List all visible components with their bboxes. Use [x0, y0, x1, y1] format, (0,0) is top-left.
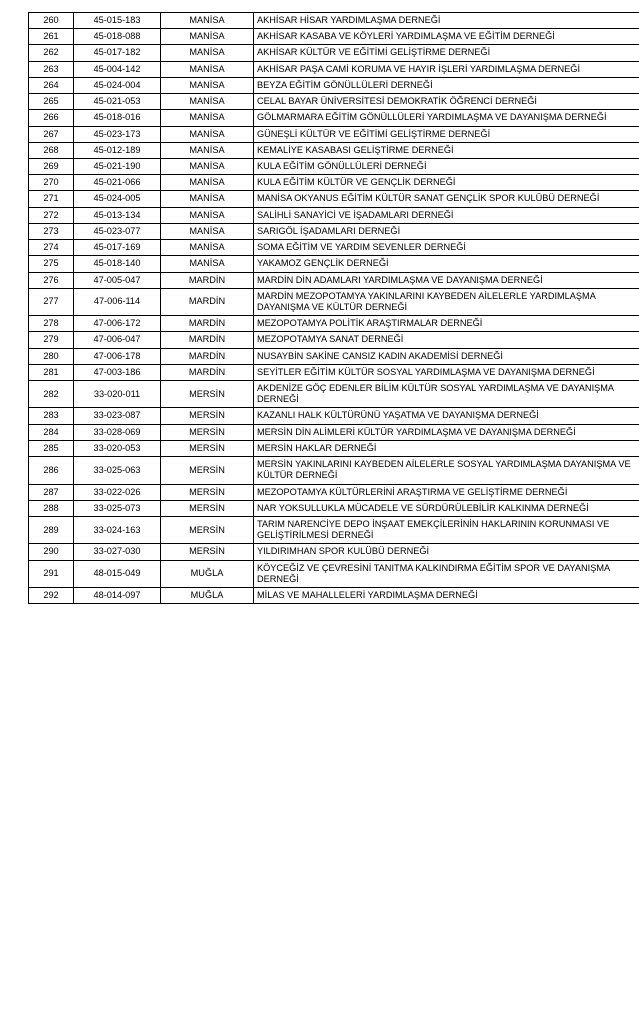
row-code: 47-006-178 — [74, 348, 161, 364]
row-code: 45-018-016 — [74, 110, 161, 126]
table-row — [29, 288, 639, 315]
row-name: AKHİSAR KÜLTÜR VE EĞİTİMİ GELİŞTİRME DERNEĞİ — [254, 45, 639, 61]
registry-table-body — [29, 13, 639, 604]
table-row — [29, 94, 639, 110]
table-row — [29, 316, 639, 332]
row-name: MEZOPOTAMYA KÜLTÜRLERİNİ ARAŞTIRMA VE GELİŞTİRME DERNEĞİ — [254, 484, 639, 500]
row-code: 33-025-073 — [74, 500, 161, 516]
table-row — [29, 191, 639, 207]
row-city: MANİSA — [161, 191, 254, 207]
row-number: 286 — [29, 457, 74, 484]
row-code: 45-017-169 — [74, 240, 161, 256]
row-city: MANİSA — [161, 126, 254, 142]
row-city: MANİSA — [161, 142, 254, 158]
row-number: 291 — [29, 560, 74, 587]
row-city: MARDİN — [161, 348, 254, 364]
row-code: 45-018-088 — [74, 29, 161, 45]
table-row — [29, 272, 639, 288]
row-code: 48-015-049 — [74, 560, 161, 587]
row-code: 45-017-182 — [74, 45, 161, 61]
row-code: 45-004-142 — [74, 61, 161, 77]
row-name: YILDIRIMHAN SPOR KULÜBÜ DERNEĞİ — [254, 544, 639, 560]
table-row — [29, 13, 639, 29]
row-code: 33-028-069 — [74, 424, 161, 440]
row-city: MANİSA — [161, 61, 254, 77]
row-code: 45-024-005 — [74, 191, 161, 207]
row-city: MUĞLA — [161, 560, 254, 587]
table-row — [29, 61, 639, 77]
row-number: 261 — [29, 29, 74, 45]
table-row — [29, 381, 639, 408]
row-name: AKDENİZE GÖÇ EDENLER BİLİM KÜLTÜR SOSYAL YARDIMLAŞMA VE DAYANIŞMA DERNEĞİ — [254, 381, 639, 408]
table-row — [29, 457, 639, 484]
row-code: 45-023-173 — [74, 126, 161, 142]
table-row — [29, 240, 639, 256]
row-number: 271 — [29, 191, 74, 207]
row-name: YAKAMOZ GENÇLİK DERNEĞİ — [254, 256, 639, 272]
row-number: 281 — [29, 364, 74, 380]
row-number: 282 — [29, 381, 74, 408]
row-number: 284 — [29, 424, 74, 440]
row-city: MANİSA — [161, 77, 254, 93]
table-row — [29, 588, 639, 604]
row-number: 270 — [29, 175, 74, 191]
table-row — [29, 175, 639, 191]
row-code: 47-006-047 — [74, 332, 161, 348]
row-number: 290 — [29, 544, 74, 560]
table-row — [29, 126, 639, 142]
row-city: MERSİN — [161, 408, 254, 424]
row-name: KULA EĞİTİM KÜLTÜR VE GENÇLİK DERNEĞİ — [254, 175, 639, 191]
table-row — [29, 207, 639, 223]
row-number: 268 — [29, 142, 74, 158]
row-code: 47-006-172 — [74, 316, 161, 332]
row-city: MERSİN — [161, 440, 254, 456]
table-row — [29, 500, 639, 516]
row-city: MANİSA — [161, 94, 254, 110]
row-name: GÖLMARMARA EĞİTİM GÖNÜLLÜLERİ YARDIMLAŞMA VE DAYANIŞMA DERNEĞİ — [254, 110, 639, 126]
row-code: 45-015-183 — [74, 13, 161, 29]
row-city: MANİSA — [161, 175, 254, 191]
row-code: 45-021-066 — [74, 175, 161, 191]
row-city: MANİSA — [161, 13, 254, 29]
row-city: MANİSA — [161, 256, 254, 272]
row-number: 278 — [29, 316, 74, 332]
row-code: 45-018-140 — [74, 256, 161, 272]
row-name: KAZANLI HALK KÜLTÜRÜNÜ YAŞATMA VE DAYANIŞMA DERNEĞİ — [254, 408, 639, 424]
row-code: 48-014-097 — [74, 588, 161, 604]
row-number: 285 — [29, 440, 74, 456]
row-number: 269 — [29, 158, 74, 174]
row-city: MERSİN — [161, 424, 254, 440]
row-code: 47-006-114 — [74, 288, 161, 315]
table-row — [29, 110, 639, 126]
row-name: NUSAYBİN SAKİNE CANSIZ KADIN AKADEMİSİ DERNEĞİ — [254, 348, 639, 364]
table-row — [29, 256, 639, 272]
row-number: 280 — [29, 348, 74, 364]
row-number: 267 — [29, 126, 74, 142]
table-row — [29, 77, 639, 93]
row-name: SARIGÖL İŞADAMLARI DERNEĞİ — [254, 223, 639, 239]
row-number: 264 — [29, 77, 74, 93]
registry-table — [28, 12, 639, 604]
row-code: 33-024-163 — [74, 517, 161, 544]
row-number: 272 — [29, 207, 74, 223]
row-number: 265 — [29, 94, 74, 110]
row-city: MERSİN — [161, 500, 254, 516]
row-name: MERSİN YAKINLARINI KAYBEDEN AİLELERLE SOSYAL YARDIMLAŞMA DAYANIŞMA VE KÜLTÜR DERNEĞİ — [254, 457, 639, 484]
row-number: 279 — [29, 332, 74, 348]
table-row — [29, 560, 639, 587]
table-row — [29, 440, 639, 456]
table-row — [29, 408, 639, 424]
table-row — [29, 484, 639, 500]
row-number: 287 — [29, 484, 74, 500]
row-number: 283 — [29, 408, 74, 424]
row-code: 33-023-087 — [74, 408, 161, 424]
table-row — [29, 332, 639, 348]
row-city: MERSİN — [161, 517, 254, 544]
row-name: AKHİSAR KASABA VE KÖYLERİ YARDIMLAŞMA VE EĞİTİM DERNEĞİ — [254, 29, 639, 45]
row-city: MUĞLA — [161, 588, 254, 604]
table-row — [29, 348, 639, 364]
row-code: 33-020-053 — [74, 440, 161, 456]
row-name: NAR YOKSULLUKLA MÜCADELE VE SÜRDÜRÜLEBİLİR KALKINMA DERNEĞİ — [254, 500, 639, 516]
row-city: MARDİN — [161, 316, 254, 332]
row-number: 262 — [29, 45, 74, 61]
row-number: 289 — [29, 517, 74, 544]
row-name: MEZOPOTAMYA SANAT DERNEĞİ — [254, 332, 639, 348]
row-code: 45-021-190 — [74, 158, 161, 174]
row-name: BEYZA EĞİTİM GÖNÜLLÜLERİ DERNEĞİ — [254, 77, 639, 93]
row-name: KÖYCEĞİZ VE ÇEVRESİNİ TANITMA KALKINDIRMA EĞİTİM SPOR VE DAYANIŞMA DERNEĞİ — [254, 560, 639, 587]
row-city: MARDİN — [161, 364, 254, 380]
table-row — [29, 223, 639, 239]
table-row — [29, 29, 639, 45]
row-number: 276 — [29, 272, 74, 288]
row-name: SEYİTLER EĞİTİM KÜLTÜR SOSYAL YARDIMLAŞMA VE DAYANIŞMA DERNEĞİ — [254, 364, 639, 380]
row-name: SALİHLİ SANAYİCİ VE İŞADAMLARI DERNEĞİ — [254, 207, 639, 223]
row-code: 45-024-004 — [74, 77, 161, 93]
row-city: MARDİN — [161, 272, 254, 288]
row-city: MARDİN — [161, 288, 254, 315]
row-name: KEMALİYE KASABASI GELİŞTİRME DERNEĞİ — [254, 142, 639, 158]
row-number: 288 — [29, 500, 74, 516]
row-code: 47-003-186 — [74, 364, 161, 380]
row-city: MANİSA — [161, 223, 254, 239]
row-name: MANİSA OKYANUS EĞİTİM KÜLTÜR SANAT GENÇLİK SPOR KULÜBÜ DERNEĞİ — [254, 191, 639, 207]
row-name: AKHİSAR HİSAR YARDIMLAŞMA DERNEĞİ — [254, 13, 639, 29]
row-number: 260 — [29, 13, 74, 29]
row-code: 33-025-063 — [74, 457, 161, 484]
row-city: MANİSA — [161, 158, 254, 174]
row-number: 273 — [29, 223, 74, 239]
row-name: MİLAS VE MAHALLELERİ YARDIMLAŞMA DERNEĞİ — [254, 588, 639, 604]
row-number: 275 — [29, 256, 74, 272]
table-row — [29, 142, 639, 158]
row-code: 47-005-047 — [74, 272, 161, 288]
row-city: MANİSA — [161, 110, 254, 126]
row-name: MERSİN HAKLAR DERNEĞİ — [254, 440, 639, 456]
row-name: SOMA EĞİTİM VE YARDIM SEVENLER DERNEĞİ — [254, 240, 639, 256]
row-city: MARDİN — [161, 332, 254, 348]
row-name: GÜNEŞLİ KÜLTÜR VE EĞİTİMİ GELİŞTİRME DERNEĞİ — [254, 126, 639, 142]
row-name: AKHİSAR PAŞA CAMİ KORUMA VE HAYIR İŞLERİ YARDIMLAŞMA DERNEĞİ — [254, 61, 639, 77]
table-row — [29, 544, 639, 560]
row-city: MANİSA — [161, 29, 254, 45]
row-name: MARDİN MEZOPOTAMYA YAKINLARINI KAYBEDEN AİLELERLE YARDIMLAŞMA DAYANIŞMA VE KÜLTÜR DERNEĞİ — [254, 288, 639, 315]
table-row — [29, 517, 639, 544]
row-code: 45-021-053 — [74, 94, 161, 110]
row-name: TARIM NARENCİYE DEPO İNŞAAT EMEKÇİLERİNİN HAKLARININ KORUNMASI VE GELİŞTİRİLMESİ DERNEĞİ — [254, 517, 639, 544]
row-name: KULA EĞİTİM GÖNÜLLÜLERİ DERNEĞİ — [254, 158, 639, 174]
row-code: 45-023-077 — [74, 223, 161, 239]
row-number: 266 — [29, 110, 74, 126]
row-code: 45-013-134 — [74, 207, 161, 223]
row-code: 33-027-030 — [74, 544, 161, 560]
row-city: MERSİN — [161, 381, 254, 408]
row-city: MANİSA — [161, 240, 254, 256]
row-number: 292 — [29, 588, 74, 604]
table-row — [29, 45, 639, 61]
row-city: MERSİN — [161, 544, 254, 560]
row-name: CELAL BAYAR ÜNİVERSİTESİ DEMOKRATİK ÖĞRENCİ DERNEĞİ — [254, 94, 639, 110]
row-code: 45-012-189 — [74, 142, 161, 158]
table-row — [29, 158, 639, 174]
row-city: MERSİN — [161, 484, 254, 500]
table-row — [29, 364, 639, 380]
row-number: 277 — [29, 288, 74, 315]
table-row — [29, 424, 639, 440]
row-city: MANİSA — [161, 45, 254, 61]
row-code: 33-022-026 — [74, 484, 161, 500]
row-name: MERSİN DİN ALİMLERİ KÜLTÜR YARDIMLAŞMA VE DAYANIŞMA DERNEĞİ — [254, 424, 639, 440]
row-city: MANİSA — [161, 207, 254, 223]
row-number: 274 — [29, 240, 74, 256]
row-number: 263 — [29, 61, 74, 77]
row-city: MERSİN — [161, 457, 254, 484]
row-name: MEZOPOTAMYA POLİTİK ARAŞTIRMALAR DERNEĞİ — [254, 316, 639, 332]
row-code: 33-020-011 — [74, 381, 161, 408]
row-name: MARDİN DİN ADAMLARI YARDIMLAŞMA VE DAYANIŞMA DERNEĞİ — [254, 272, 639, 288]
